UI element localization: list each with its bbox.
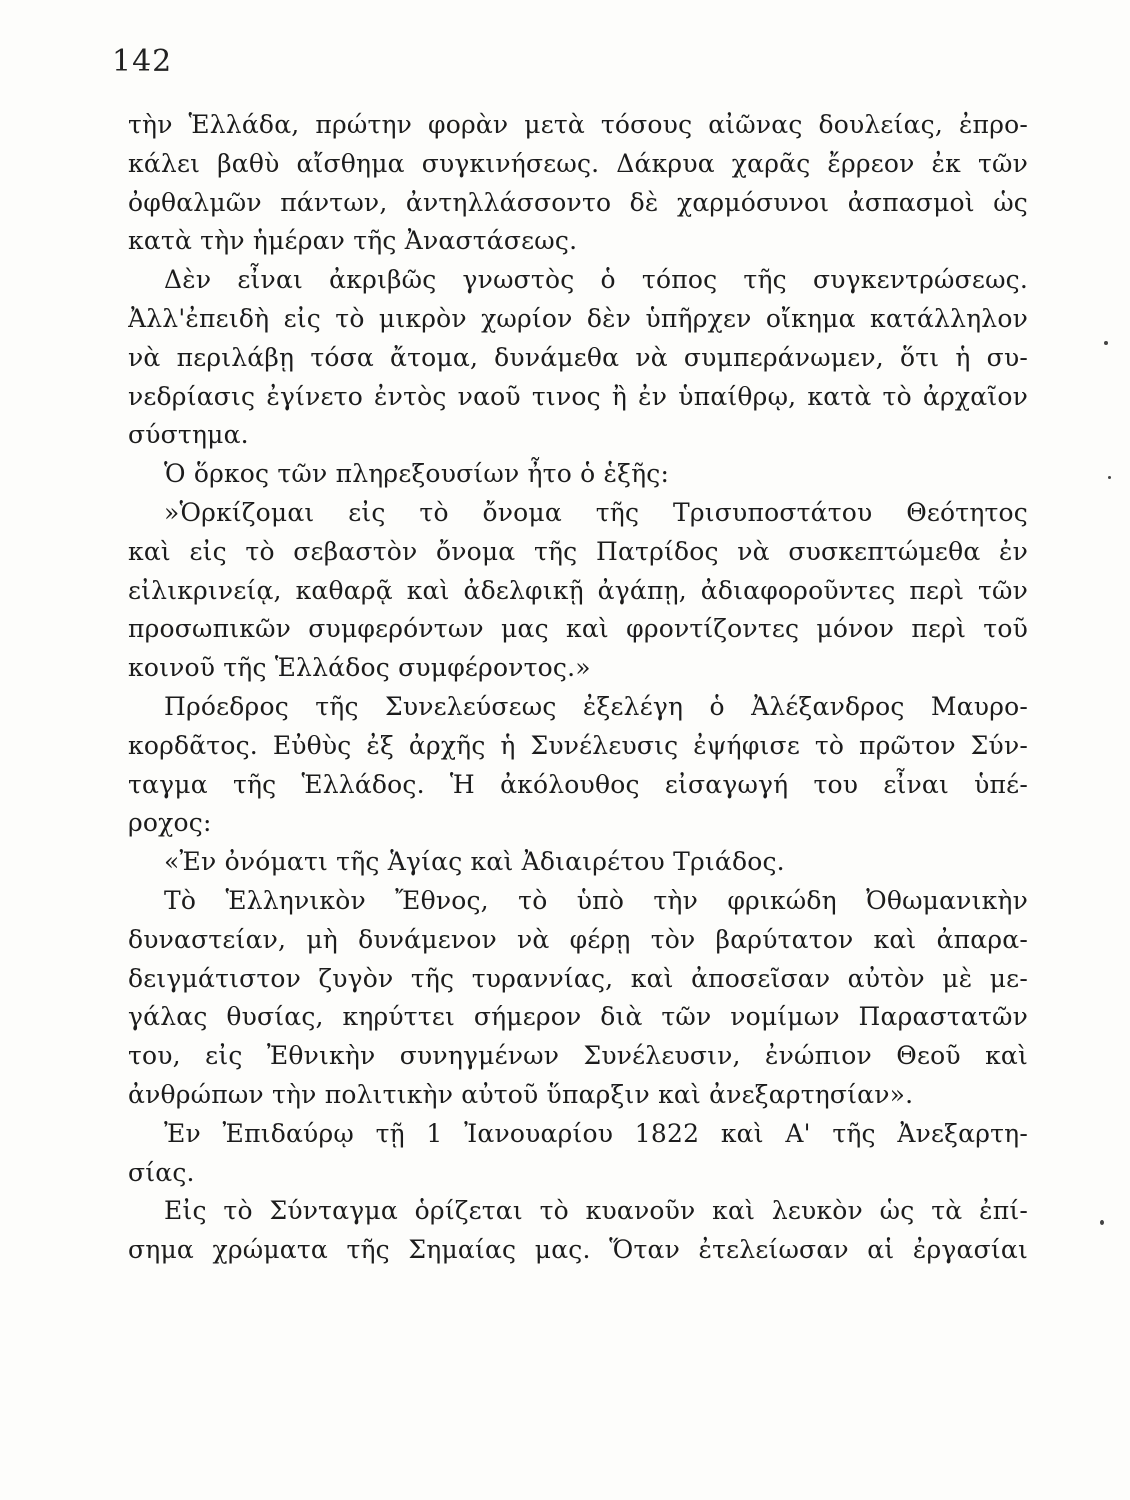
text-line: Ἐν Ἐπιδαύρῳ τῇ 1 Ἰανουαρίου 1822 καὶ Α' τῆς Ἀνεξαρτη- <box>164 1118 1028 1148</box>
print-speck <box>1100 1220 1104 1225</box>
text-line: νὰ περιλάβῃ τόσα ἄτομα, δυνάμεθα νὰ συμπεράνωμεν, ὅτι ἡ συ- <box>128 342 1028 372</box>
print-speck <box>1108 476 1111 479</box>
text-line: ροχος: <box>128 808 212 838</box>
text-line: »Ὁρκίζομαι εἰς τὸ ὄνομα τῆς Τρισυποστάτου Θεότητος <box>164 497 1028 527</box>
print-speck <box>1104 341 1108 345</box>
text-line: τὴν Ἑλλάδα, πρώτην φορὰν μετὰ τόσους αἰῶνας δουλείας, ἐπρο- <box>128 110 1028 139</box>
page-number: 142 <box>112 44 173 79</box>
text-line: σημα χρώματα τῆς Σημαίας μας. Ὅταν ἐτελείωσαν αἱ ἐργασίαι <box>128 1235 1028 1265</box>
text-line: Ὁ ὅρκος τῶν πληρεξουσίων ἦτο ὁ ἑξῆς: <box>164 459 670 489</box>
body-text <box>128 106 1028 1270</box>
text-line: σύστημα. <box>128 420 249 450</box>
text-line: ἀνθρώπων τὴν πολιτικὴν αὐτοῦ ὕπαρξιν καὶ ἀνεξαρτησίαν». <box>128 1079 914 1109</box>
text-line: ὀφθαλμῶν πάντων, ἀντηλλάσσοντο δὲ χαρμόσυνοι ἀσπασμοὶ ὡς <box>128 187 1028 217</box>
text-line: κορδᾶτος. Εὐθὺς ἐξ ἀρχῆς ἡ Συνέλευσις ἐψήφισε τὸ πρῶτον Σύν- <box>128 730 1028 760</box>
text-line: Εἰς τὸ Σύνταγμα ὁρίζεται τὸ κυανοῦν καὶ λευκὸν ὡς τὰ ἐπί- <box>164 1196 1028 1226</box>
text-line: ταγμα τῆς Ἑλλάδος. Ἡ ἀκόλουθος εἰσαγωγή του εἶναι ὑπέ- <box>128 769 1028 799</box>
text-line: καὶ εἰς τὸ σεβαστὸν ὄνομα τῆς Πατρίδος νὰ συσκεπτώμεθα ἐν <box>128 536 1028 566</box>
text-line: «Ἐν ὀνόματι τῆς Ἁγίας καὶ Ἀδιαιρέτου Τριάδος. <box>164 847 785 877</box>
text-line: σίας. <box>128 1157 195 1187</box>
text-line: εἰλικρινείᾳ, καθαρᾷ καὶ ἀδελφικῇ ἀγάπῃ, ἀδιαφοροῦντες περὶ τῶν <box>128 575 1028 605</box>
text-line: δειγμάτιστον ζυγὸν τῆς τυραννίας, καὶ ἀποσεῖσαν αὐτὸν μὲ με- <box>128 963 1028 993</box>
text-line: δυναστείαν, μὴ δυνάμενον νὰ φέρῃ τὸν βαρύτατον καὶ ἀπαρα- <box>128 924 1028 954</box>
text-line: Πρόεδρος τῆς Συνελεύσεως ἐξελέγη ὁ Ἀλέξανδρος Μαυρο- <box>164 691 1028 721</box>
text-line: προσωπικῶν συμφερόντων μας καὶ φροντίζοντες μόνον περὶ τοῦ <box>128 614 1028 644</box>
text-line: νεδρίασις ἐγίνετο ἐντὸς ναοῦ τινος ἢ ἐν ὑπαίθρῳ, κατὰ τὸ ἀρχαῖον <box>128 381 1028 411</box>
text-line: Ἀλλ'ἐπειδὴ εἰς τὸ μικρὸν χωρίον δὲν ὑπῆρχεν οἴκημα κατάλληλον <box>128 303 1028 333</box>
text-line: Τὸ Ἑλληνικὸν Ἔθνος, τὸ ὑπὸ τὴν φρικώδη Ὀθωμανικὴν <box>164 885 1028 915</box>
text-line: κάλει βαθὺ αἴσθημα συγκινήσεως. Δάκρυα χαρᾶς ἔρρεον ἐκ τῶν <box>128 148 1028 178</box>
text-line: Δὲν εἶναι ἀκριβῶς γνωστὸς ὁ τόπος τῆς συγκεντρώσεως. <box>164 265 1028 295</box>
text-line: κατὰ τὴν ἡμέραν τῆς Ἀναστάσεως. <box>128 226 578 256</box>
text-line: κοινοῦ τῆς Ἑλλάδος συμφέροντος.» <box>128 653 591 683</box>
text-line: του, εἰς Ἐθνικὴν συνηγμένων Συνέλευσιν, ἐνώπιον Θεοῦ καὶ <box>128 1041 1028 1071</box>
text-line: γάλας θυσίας, κηρύττει σήμερον διὰ τῶν νομίμων Παραστατῶν <box>128 1002 1028 1032</box>
